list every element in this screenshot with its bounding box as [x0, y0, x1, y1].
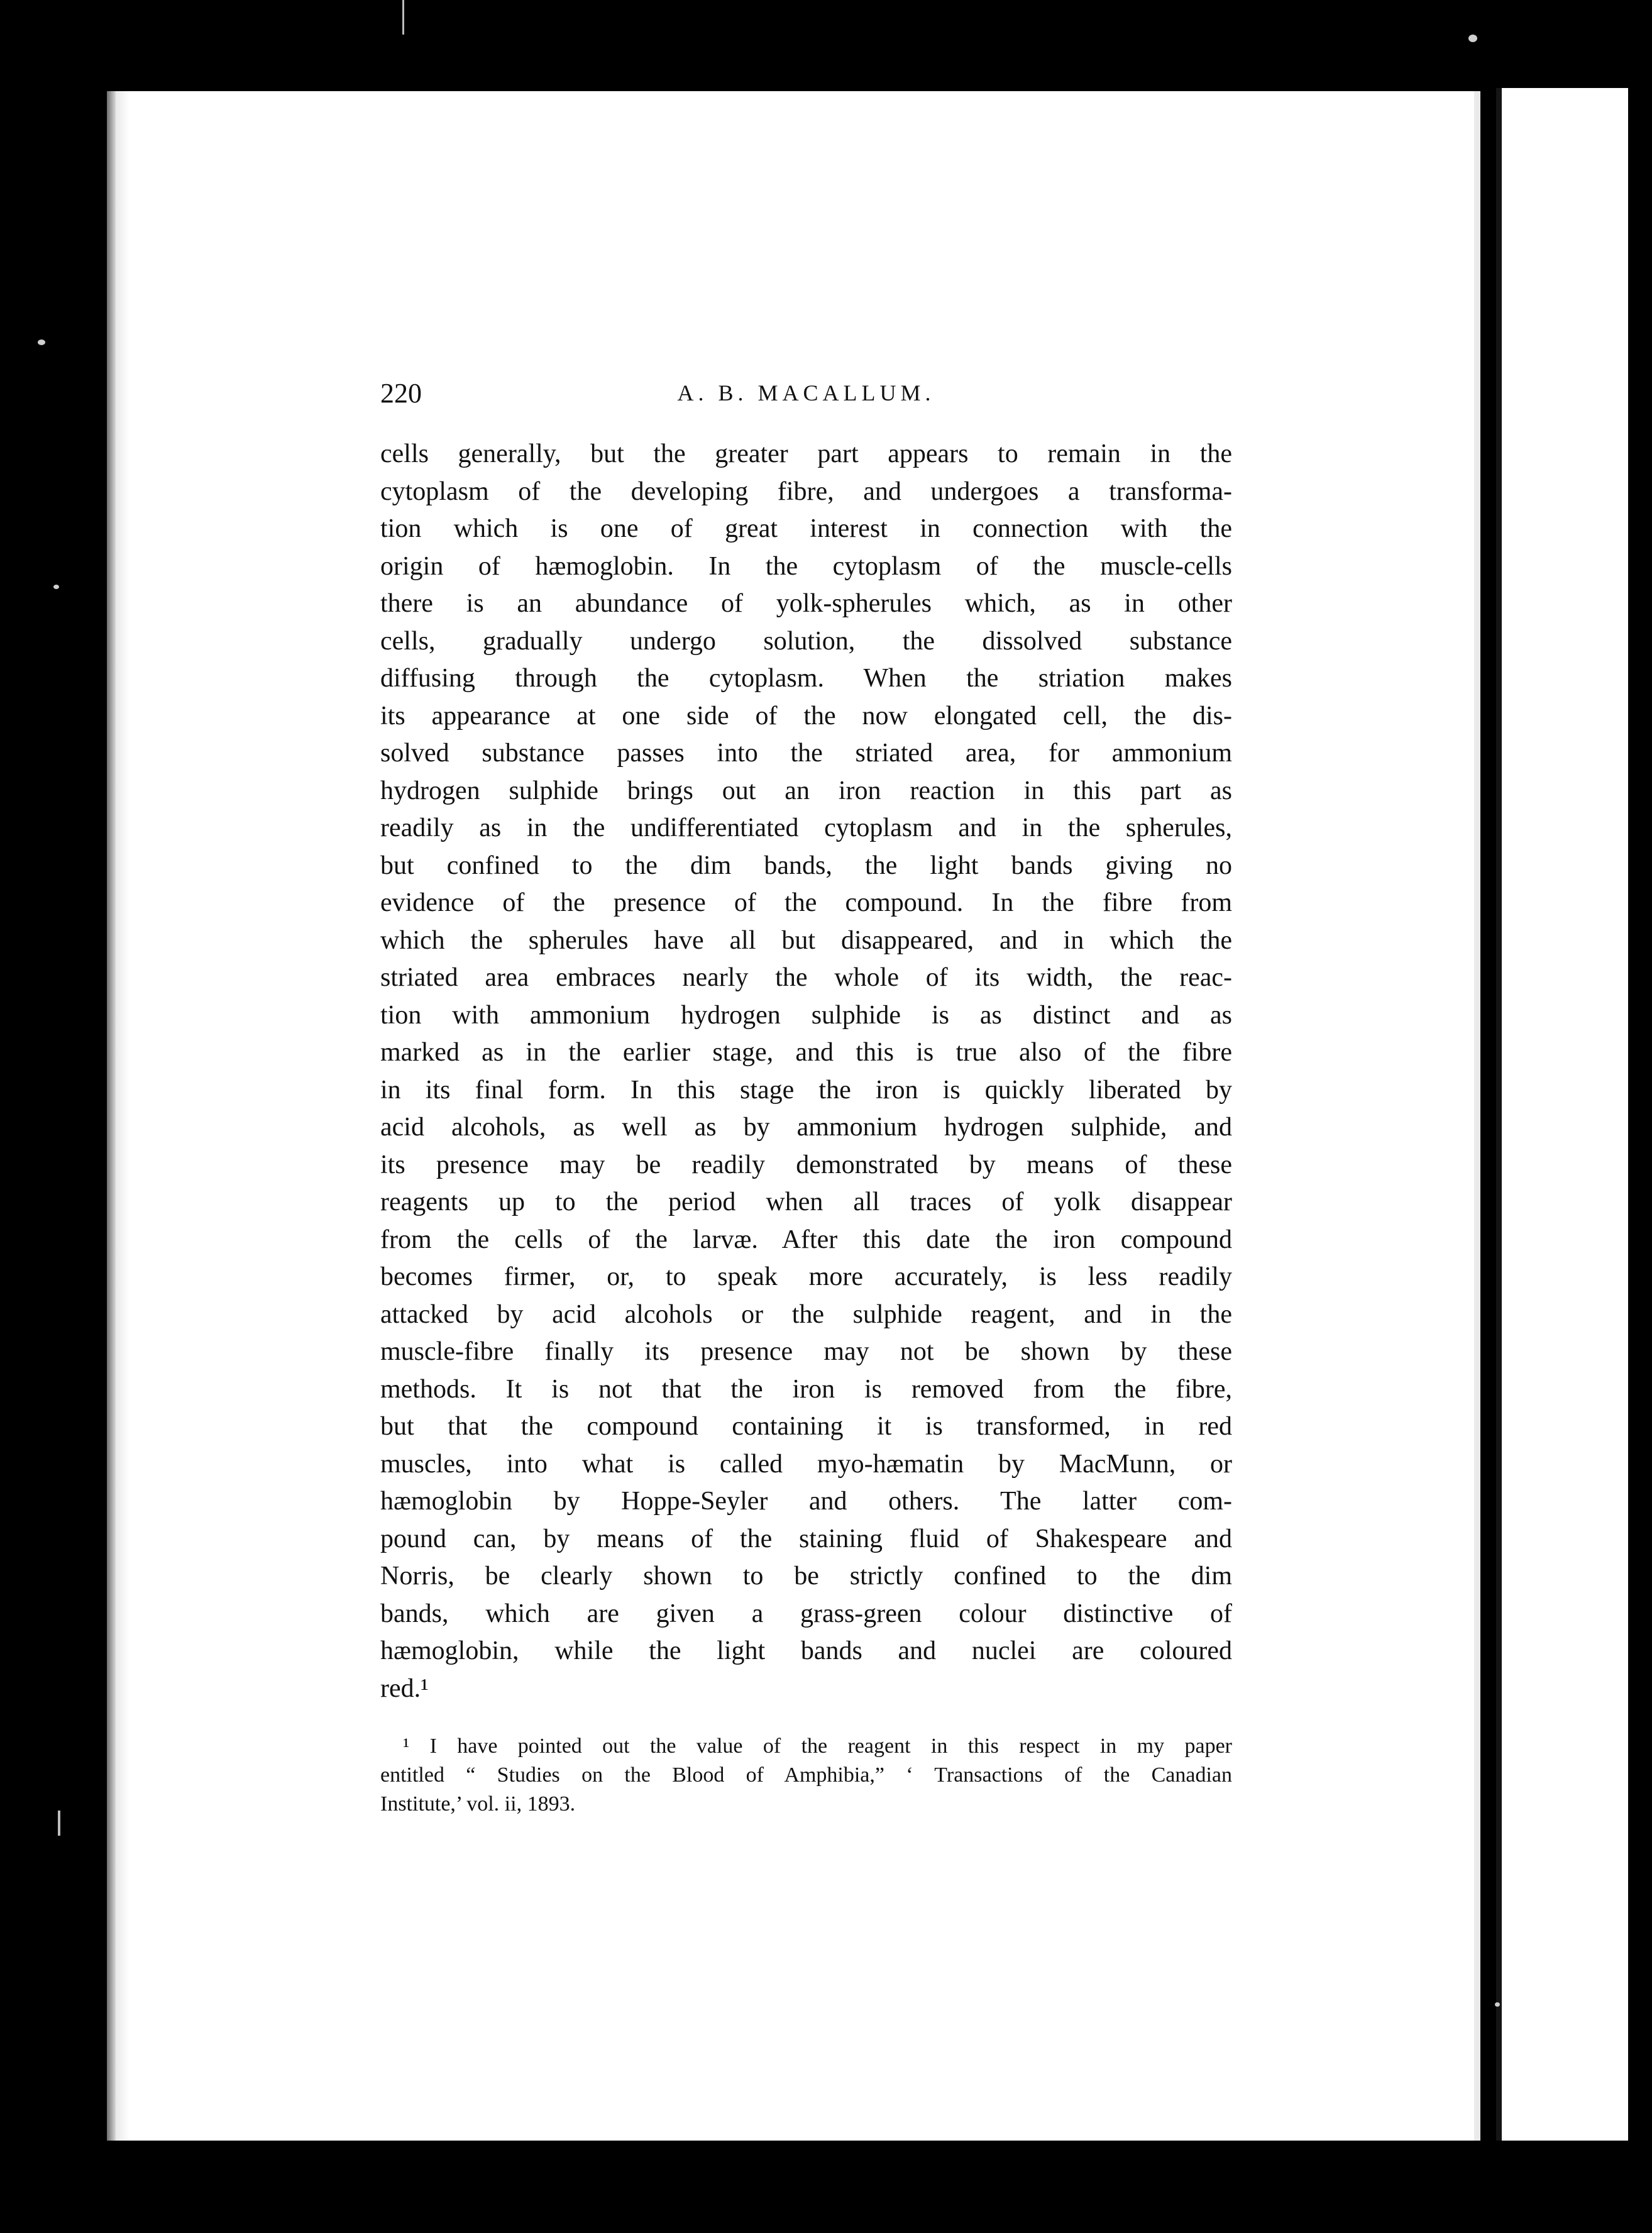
scan-scratch: [402, 0, 404, 35]
text-line: from the cells of the larvæ. After this date the iron compound: [380, 1225, 1232, 1254]
text-line: cytoplasm of the developing fibre, and undergoes a transforma-: [380, 477, 1232, 506]
text-line: red.¹: [380, 1673, 429, 1703]
text-line: attacked by acid alcohols or the sulphide reagent, and in the: [380, 1299, 1232, 1329]
text-line: in its final form. In this stage the iron is quickly liberated by: [380, 1075, 1232, 1105]
text-line: pound can, by means of the staining fluid of Shakespeare and: [380, 1524, 1232, 1553]
scan-scratch: [58, 1811, 60, 1836]
text-line: Norris, be clearly shown to be strictly confined to the dim: [380, 1562, 1232, 1591]
text-line: marked as in the earlier stage, and this is true also of the fibre: [380, 1038, 1232, 1067]
text-line: readily as in the undifferentiated cytoplasm and in the spherules,: [380, 813, 1232, 842]
page-number: 220: [380, 378, 422, 409]
scan-speck: [38, 339, 45, 345]
text-line: which the spherules have all but disappeared, and in which the: [380, 925, 1232, 955]
scan-speck: [1495, 2002, 1500, 2007]
text-line: becomes firmer, or, to speak more accurately, is less readily: [380, 1262, 1232, 1291]
text-line: but confined to the dim bands, the light bands giving no: [380, 851, 1232, 880]
text-line: hæmoglobin, while the light bands and nuclei are coloured: [380, 1636, 1232, 1665]
footnote: [380, 1732, 1232, 1819]
text-line: muscles, into what is called myo-hæmatin by MacMunn, or: [380, 1449, 1232, 1479]
text-line: bands, which are given a grass-green colour distinctive of: [380, 1599, 1232, 1628]
page-fold-line: [1496, 88, 1502, 2141]
scan-speck: [1468, 35, 1477, 42]
text-line: diffusing through the cytoplasm. When the striation makes: [380, 664, 1232, 693]
text-line: its appearance at one side of the now elongated cell, the dis-: [380, 701, 1232, 731]
text-line: muscle-fibre finally its presence may not be shown by these: [380, 1337, 1232, 1366]
footnote-line: ¹ I have pointed out the value of the reagent in this respect in my paper: [403, 1734, 1232, 1758]
text-line: there is an abundance of yolk-spherules which, as in other: [380, 589, 1232, 618]
text-line: solved substance passes into the striated area, for ammonium: [380, 739, 1232, 768]
body-text: [380, 436, 1232, 1707]
page-right-edge: [1474, 91, 1480, 2141]
page-edge-shadow: [107, 91, 116, 2141]
footnote-line: entitled “ Studies on the Blood of Amphibia,” ‘ Transactions of the Canadian: [380, 1763, 1232, 1787]
author-running-title: A. B. MACALLUM.: [677, 380, 935, 405]
page-edge-bevel: [116, 91, 129, 2141]
text-line: striated area embraces nearly the whole of its width, the reac-: [380, 963, 1232, 992]
text-line: cells generally, but the greater part appears to remain in the: [380, 439, 1232, 468]
text-line: tion which is one of great interest in connection with the: [380, 514, 1232, 543]
text-line: origin of hæmoglobin. In the cytoplasm of the muscle-cells: [380, 551, 1232, 581]
scan-speck: [53, 585, 59, 589]
running-head: [380, 377, 1232, 421]
text-line: reagents up to the period when all traces of yolk disappear: [380, 1188, 1232, 1216]
facing-page-edge: [1496, 88, 1628, 2141]
text-line: hæmoglobin by Hoppe-Seyler and others. The latter com-: [380, 1487, 1232, 1516]
text-line: evidence of the presence of the compound. In the fibre from: [380, 888, 1232, 917]
text-line: but that the compound containing it is transformed, in red: [380, 1412, 1232, 1441]
text-line: acid alcohols, as well as by ammonium hydrogen sulphide, and: [380, 1113, 1232, 1142]
text-line: methods. It is not that the iron is removed from the fibre,: [380, 1374, 1232, 1404]
text-line: tion with ammonium hydrogen sulphide is as distinct and as: [380, 1000, 1232, 1030]
footnote-line: Institute,’ vol. ii, 1893.: [380, 1792, 576, 1816]
text-line: its presence may be readily demonstrated by means of these: [380, 1150, 1232, 1179]
text-line: hydrogen sulphide brings out an iron reaction in this part as: [380, 776, 1232, 805]
text-line: cells, gradually undergo solution, the dissolved substance: [380, 626, 1232, 656]
